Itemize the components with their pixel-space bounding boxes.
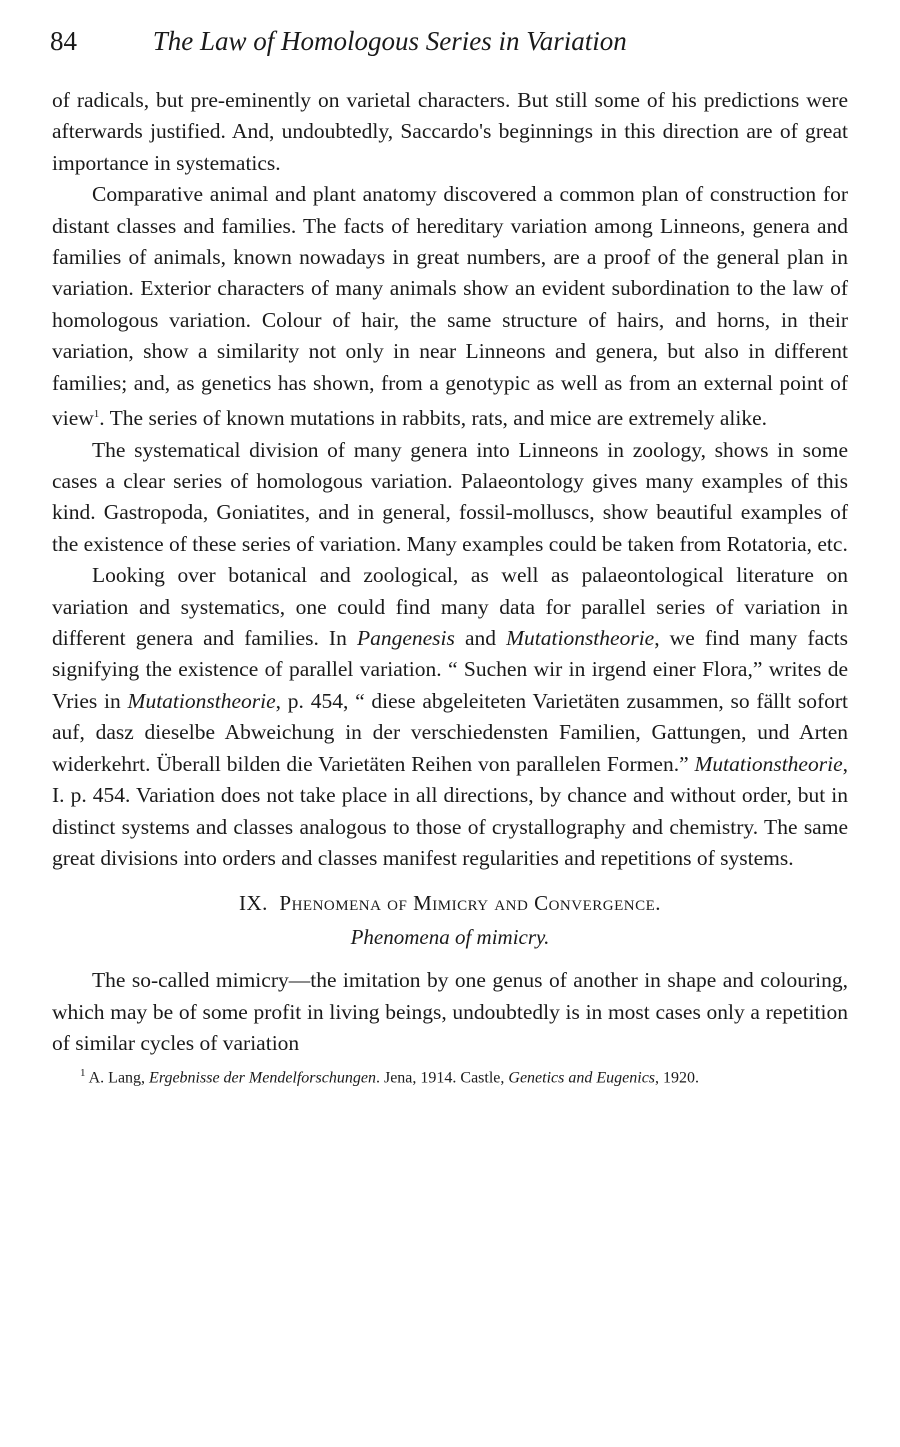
section-title: Phenomena of Mimicry and Convergence. [279, 891, 662, 916]
text-run: A. Lang, [85, 1069, 150, 1087]
running-title: The Law of Homologous Series in Variation [152, 26, 627, 56]
italic-text: Mutationstheorie [694, 751, 843, 776]
closing-paragraph: The so-called mimicry—the imitation by one genus of another in shape and colouring, which may be of some profit in living beings, undoubtedly is in most cases only a repetition of similar cycles of variation [52, 968, 848, 1055]
footnote-ref: 1 [93, 408, 100, 421]
italic-text: Mutationstheorie [127, 688, 276, 713]
footnote-text [86, 1070, 700, 1087]
subsection-heading: Phenomena of mimicry. [350, 924, 550, 949]
text-run: , p. 454, “ diese abgeleiteten Varietäten zusammen, so fällt sofort auf, dasz dieselbe Abweichung in der verschiedensten Familien, Gattungen, und Arten widerkehrt. Überall bilden die Varietäten Reihen von parallelen Formen.” [52, 688, 848, 776]
footnote [52, 1059, 848, 1092]
italic-text: Ergebnisse der Mendelforschungen [149, 1069, 376, 1087]
italic-text: Pangenesis [356, 626, 455, 651]
text-run: and [454, 626, 507, 651]
body-paragraphs [52, 85, 848, 874]
text-run: of radicals, but pre-eminently on varietal characters. But still some of his predictions were afterwards justified. And, undoubtedly, Saccardo's beginnings in this direction are of great importance in systematics. [52, 88, 848, 175]
italic-text: Genetics and Eugenics [508, 1069, 656, 1087]
text-run: . Jena, 1914. Castle, [375, 1069, 509, 1087]
paragraph [52, 435, 848, 561]
text-run: Looking over botanical and zoological, as well as palaeontological literature on variation and systematics, one could find many data for parallel series of variation in different genera and families. In [52, 563, 848, 651]
italic-text: Mutationstheorie [506, 626, 655, 651]
page-header [50, 26, 870, 57]
paragraph [52, 179, 848, 434]
paragraph [52, 85, 848, 179]
text-run: The systematical division of many genera into Linneons in zoology, shows in some cases a clear series of homologous variation. Palaeontology gives many examples of this kind. Gastropoda, Goniatites, and in general, fossil-molluscs, show beautiful examples of the existence of these series of variation. Many examples could be taken from Rotatoria, etc. [52, 437, 848, 556]
page-number: 84 [50, 26, 77, 56]
page-body [52, 85, 848, 1093]
text-run: . The series of known mutations in rabbits, rats, and mice are extremely alike. [99, 406, 767, 431]
section-heading [52, 888, 848, 919]
text-run: , we find many facts signifying the existence of parallel variation. “ Suchen wir in irgend einer Flora,” writes de Vries in [52, 626, 849, 713]
paragraph [52, 560, 848, 874]
section-numeral: IX. [238, 891, 268, 916]
footnote-marker: 1 [80, 1067, 86, 1080]
text-run: , 1920. [655, 1069, 700, 1087]
text-run: , I. p. 454. Variation does not take place in all directions, by chance and without order, but in distinct systems and classes analogous to those of crystallography and chemistry. The same great divisions into orders and classes manifest regularities and repetitions of systems. [52, 751, 848, 870]
text-run: Comparative animal and plant anatomy discovered a common plan of construction for distant classes and families. The facts of hereditary variation among Linneons, genera and families of animals, known nowadays in great numbers, are a proof of the general plan in variation. Exterior characters of many animals show an evident subordination to the law of homologous variation. Colour of hair, the same structure of hairs, and horns, in their variation, show a similarity not only in near Linneons and genera, but also in different families; and, as genetics has shown, from a genotypic as well as from an external point of view [52, 182, 848, 431]
